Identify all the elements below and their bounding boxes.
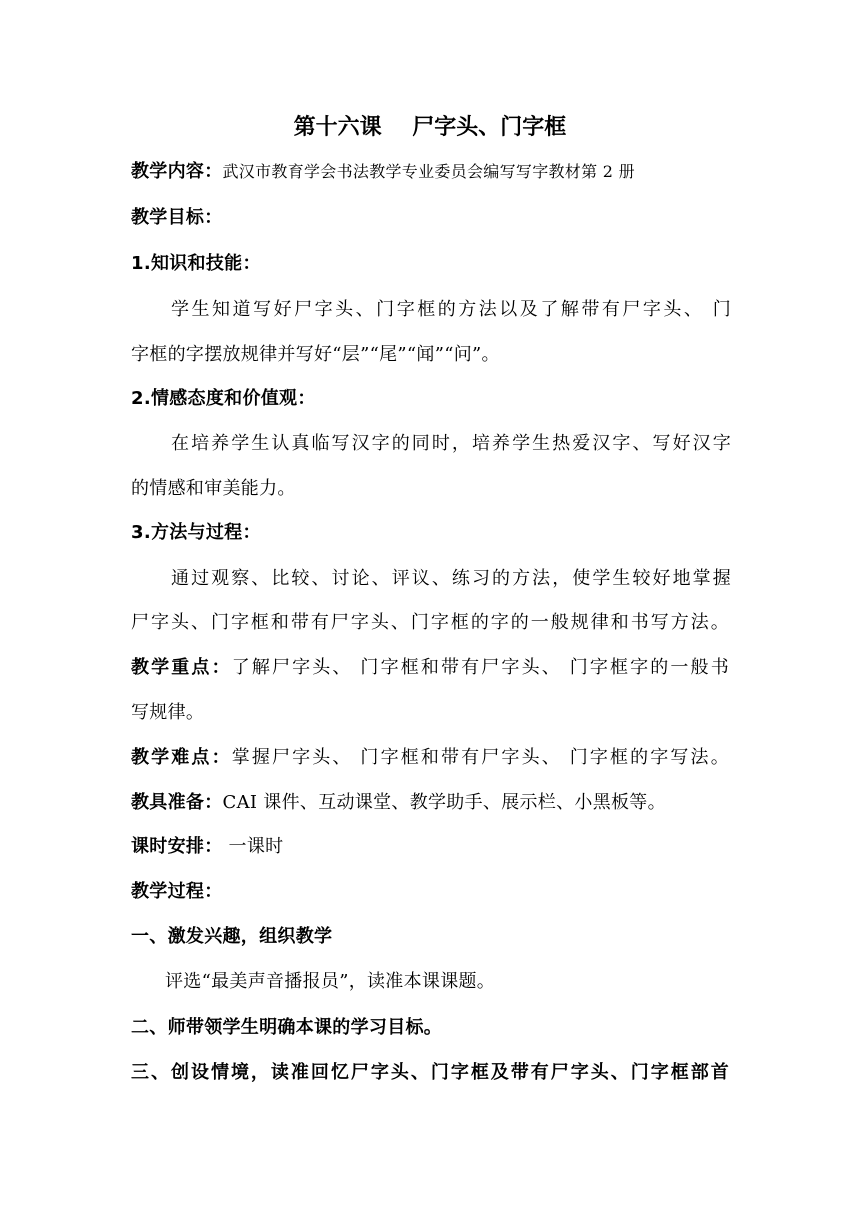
teaching-goals-heading: 教学目标： — [131, 207, 223, 228]
step2-heading: 二、师带领学生明确本课的学习目标。 — [131, 1017, 443, 1038]
step3-heading: 三、创设情境，读准回忆尸字头、门字框及带有尸字头、门字框部首 — [131, 1062, 729, 1083]
goal3-line2: 尸字头、门字框和带有尸字头、门字框的字的一般规律和书写方法。 — [131, 612, 729, 633]
goal3-heading: 3.方法与过程： — [131, 522, 261, 543]
lesson-title: 第十六课 尸字头、门字框 — [293, 115, 567, 140]
difficulty-text: 掌握尸字头、 门字框和带有尸字头、 门字框的字写法。 — [231, 747, 730, 768]
tools-line — [131, 791, 729, 815]
goal3-line1: 通过观察、比较、讨论、评议、练习的方法，使学生较好地掌握 — [171, 568, 731, 589]
schedule-text: 一课时 — [222, 836, 284, 857]
key-points-label: 教学重点： — [131, 657, 232, 678]
tools-label: 教具准备： — [131, 792, 223, 813]
teaching-content-line — [131, 160, 729, 184]
goal1-line1: 学生知道写好尸字头、门字框的方法以及了解带有尸字头、 门 — [171, 299, 731, 320]
schedule-label: 课时安排： — [131, 836, 223, 857]
goal2-line1: 在培养学生认真临写汉字的同时，培养学生热爱汉字、写好汉字 — [171, 433, 731, 454]
tools-text: CAI 课件、互动课堂、教学助手、展示栏、小黑板等。 — [222, 792, 666, 813]
teaching-content-text: 武汉市教育学会书法教学专业委员会编写写字教材第 2 册 — [222, 162, 635, 181]
schedule-line — [131, 835, 729, 859]
goal2-line2: 的情感和审美能力。 — [131, 478, 296, 499]
key-points-text: 了解尸字头、 门字框和带有尸字头、 门字框字的一般书 — [231, 657, 730, 678]
goal1-heading: 1.知识和技能： — [131, 253, 261, 274]
goal2-heading: 2.情感态度和价值观： — [131, 388, 316, 409]
teaching-content-label: 教学内容： — [131, 161, 223, 182]
difficulty-label: 教学难点： — [131, 747, 232, 768]
difficulty-line — [131, 746, 729, 770]
key-points-line2: 写规律。 — [131, 702, 205, 723]
step1-text: 评选“最美声音播报员”，读准本课课题。 — [165, 971, 496, 992]
key-points-line1 — [131, 656, 729, 680]
goal1-line2: 字框的字摆放规律并写好“层”“尾”“闻”“问”。 — [131, 344, 500, 365]
process-heading: 教学过程： — [131, 881, 223, 902]
step1-heading: 一、激发兴趣，组织教学 — [131, 926, 333, 947]
